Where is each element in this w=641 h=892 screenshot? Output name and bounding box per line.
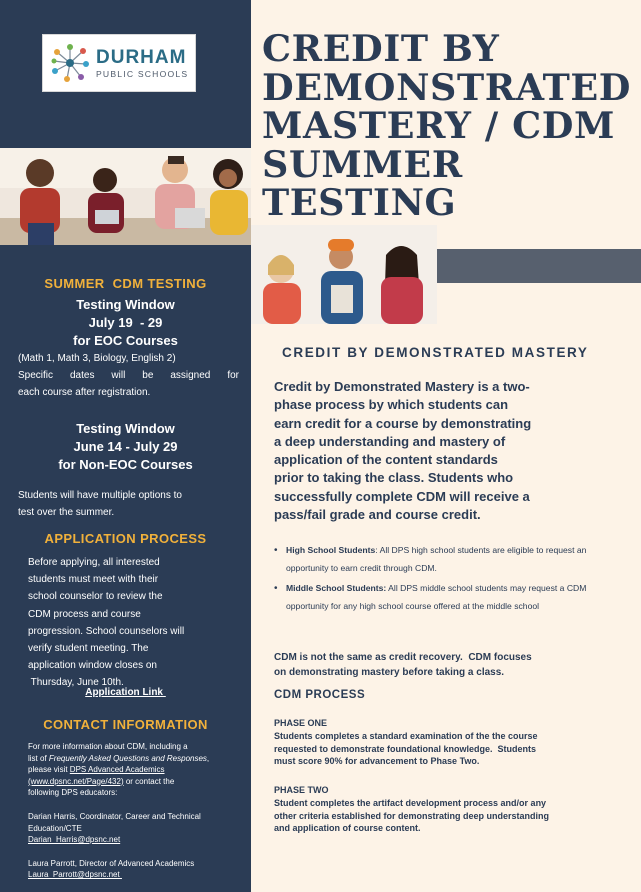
options-note (0, 487, 251, 521)
contact-line-3 (28, 764, 251, 776)
faq-text: Frequently Asked Questions and Responses (48, 753, 207, 763)
cdm-subheading: CREDIT BY DEMONSTRATED MASTERY (282, 345, 589, 360)
intro-line: prior to taking the class. Students who (274, 470, 514, 486)
cdm-note (274, 650, 594, 680)
left-sidebar (0, 0, 251, 892)
person2-email-link[interactable]: Laura_Parrott@dpsnc.net (28, 870, 122, 880)
logo-name: DURHAM (96, 46, 187, 68)
list-item (272, 580, 622, 615)
person1-title-2: Education/CTE (28, 823, 82, 833)
title-line: MASTERY / CDM (262, 104, 615, 147)
phase-one-line: requested to demonstrate foundational knowledge. Students (274, 743, 537, 754)
eoc-window (0, 296, 251, 350)
intro-line: phase process by which students can (274, 397, 509, 413)
note-line-2: on demonstrating mastery before taking a class. (274, 667, 505, 678)
application-link[interactable]: Application Link (85, 687, 166, 698)
note-line-1: CDM is not the same as credit recovery. CDM focuses (274, 652, 532, 663)
cdm-intro (274, 378, 604, 524)
contact-text: list of (28, 753, 49, 763)
bullet-label: Middle School Students: (286, 583, 387, 593)
contact-text: , (206, 753, 210, 763)
grey-accent-band (437, 249, 641, 283)
page-title (262, 27, 641, 224)
phase-two-line: other criteria established for demonstrating deep understanding (274, 810, 550, 821)
application-body (0, 554, 251, 692)
contact-body (0, 741, 251, 881)
person1-email-link[interactable]: Darian_Harris@dpsnc.net (28, 835, 121, 845)
application-line: application window closes on (28, 660, 157, 672)
application-line: progression. School counselors will (28, 625, 185, 637)
process-heading: CDM PROCESS (274, 689, 366, 701)
application-line: school counselor to review the (28, 591, 163, 603)
person2-title: Laura Parrott, Director of Advanced Academics (28, 858, 195, 868)
application-line: Thursday, June 10th. (28, 677, 124, 689)
phase-one-line: must score 90% for advancement to Phase Two. (274, 756, 480, 766)
intro-line: earn credit for a course by demonstrating (274, 415, 532, 431)
application-line: verify student meeting. The (28, 643, 149, 655)
title-line: CREDIT BY (262, 27, 500, 70)
contact-line-5: following DPS educators: (28, 788, 118, 798)
phase-one-title: PHASE ONE (274, 718, 328, 728)
intro-line: a deep understanding and mastery of (274, 433, 506, 449)
title-line: SUMMER TESTING (262, 142, 463, 224)
phase-two-title: PHASE TWO (274, 785, 329, 795)
non-eoc-window (0, 420, 251, 474)
list-item (272, 542, 622, 577)
durham-logo (42, 34, 196, 92)
application-section (0, 531, 251, 546)
options-line-2: test over the summer. (18, 507, 115, 518)
eoc-note-1: Specific dates will be assigned for (18, 370, 239, 381)
contact-line-4 (28, 776, 251, 788)
person1-title: Darian Harris, Coordinator, Career and Technical (28, 811, 201, 821)
bullet-label: High School Students (286, 545, 376, 555)
non-eoc-for: for Non-EOC Courses (58, 457, 193, 472)
eoc-dates: July 19 - 29 (88, 315, 163, 330)
application-heading: APPLICATION PROCESS (44, 531, 207, 546)
eoc-courses: (Math 1, Math 3, Biology, English 2) (18, 353, 176, 364)
contact-text: or contact the (123, 776, 175, 786)
eligibility-list (272, 542, 622, 618)
application-line: CDM process and course (28, 608, 141, 620)
non-eoc-dates: June 14 - July 29 (73, 439, 178, 454)
non-eoc-title: Testing Window (76, 421, 175, 436)
students-photo-top (0, 148, 251, 245)
contact-heading: CONTACT INFORMATION (43, 717, 208, 732)
eoc-details (0, 350, 251, 401)
summer-testing-section (0, 276, 251, 291)
contact-text: please visit (28, 765, 70, 775)
intro-line: successfully complete CDM will receive a (274, 488, 530, 504)
dps-url-link[interactable]: (www.dpsnc.net/Page/432) (28, 776, 124, 786)
eoc-for: for EOC Courses (73, 333, 178, 348)
contact-line-1: For more information about CDM, including a (28, 742, 188, 751)
application-line: Before applying, all interested (28, 557, 160, 568)
bullet-text: : All DPS high school students are eligible to request an opportunity to earn credit through CDM. (286, 545, 587, 573)
contact-line-2 (28, 753, 251, 765)
intro-line: application of the content standards (274, 452, 498, 468)
eoc-title: Testing Window (76, 297, 175, 312)
phase-two-line: Student completes the artifact development process and/or any (274, 798, 547, 808)
intro-line: pass/fail grade and course credit. (274, 507, 481, 523)
summer-heading: SUMMER CDM TESTING (44, 276, 207, 291)
logo-subtitle: PUBLIC SCHOOLS (96, 68, 189, 79)
phase-two-line: and application of course content. (274, 823, 421, 833)
phase-two-body (274, 797, 614, 835)
bullet-text: All DPS middle school students may request a CDM opportunity for any high school course offered at the middle school (286, 583, 587, 611)
options-line-1: Students will have multiple options to (18, 490, 182, 501)
phase-one-body (274, 730, 614, 768)
intro-line: Credit by Demonstrated Mastery is a two- (274, 379, 530, 394)
contact-section (0, 717, 251, 732)
dps-academics-link[interactable]: DPS Advanced Academics (69, 765, 165, 775)
application-link-row (0, 687, 251, 698)
phase-one-line: Students completes a standard examination of the the course (274, 731, 538, 741)
eoc-note-2: each course after registration. (18, 387, 151, 398)
application-line: students must meet with their (28, 574, 159, 586)
students-photo-middle (251, 225, 437, 324)
title-line: DEMONSTRATED (262, 65, 632, 109)
logo-network-icon (49, 42, 91, 84)
